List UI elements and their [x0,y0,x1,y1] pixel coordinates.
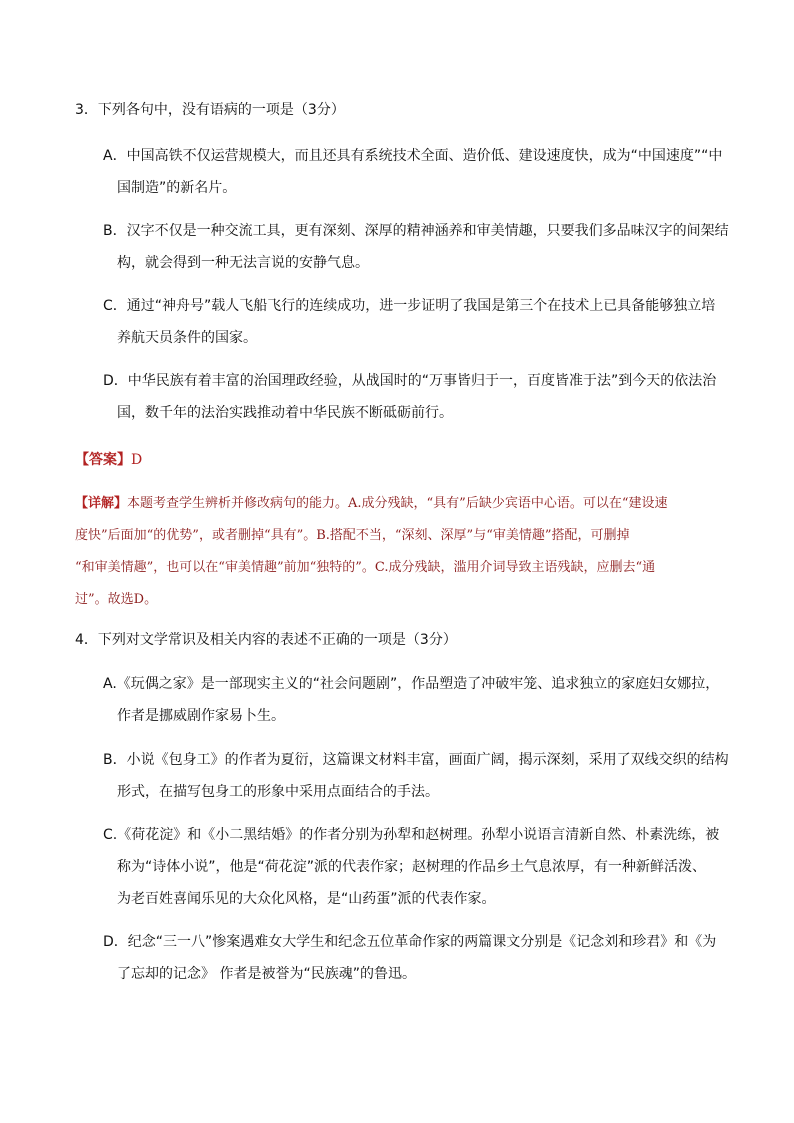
option-line: C.《荷花淀》和《小二黑结婚》的作者分别为孙犁和赵树理。孙犁小说语言清新自然、朴素洗练，被 [103,827,720,843]
question-4-option-c [103,819,723,915]
option-line: D．纪念“三一八”惨案遇难女大学生和纪念五位革命作家的两篇课文分别是《记念刘和珍君》和《为 [103,934,717,950]
question-4-option-b [103,744,729,808]
option-line: 作者是挪威剧作家易卜生。 [117,708,285,724]
option-line: 为老百姓喜闻乐见的大众化风格，是“山药蛋”派的代表作家。 [117,891,496,907]
question-3-option-b [103,215,729,279]
question-4-title: 4．下列对文学常识及相关内容的表述不正确的一项是（3分） [75,632,457,648]
question-3-detail [75,488,725,616]
question-3-answer [75,450,142,470]
option-line: C．通过“神舟号”载人飞船飞行的连续成功，进一步证明了我国是第三个在技术上已具备能够独立培 [103,298,716,314]
option-line: 了忘却的记念》 作者是被誉为“民族魂”的鲁迅。 [117,966,416,982]
option-line: B．小说《包身工》的作者为夏衍，这篇课文材料丰富，画面广阔，揭示深刻，采用了双线交织的结构 [103,752,729,768]
option-line: 形式，在描写包身工的形象中采用点面结合的手法。 [117,784,439,800]
option-line: 养航天员条件的国家。 [117,330,257,346]
question-3-option-c [103,290,723,354]
question-3-option-d [103,365,723,429]
question-3-title: 3．下列各句中，没有语病的一项是（3分） [75,102,345,118]
option-line: 国制造”的新名片。 [117,180,237,196]
question-4-option-a [103,668,723,732]
option-line: A.《玩偶之家》是一部现实主义的“社会问题剧”，作品塑造了冲破牢笼、追求独立的家庭妇女娜拉， [103,676,720,692]
detail-line: “和审美情趣”，也可以在“审美情趣”前加“独特的”。C.成分残缺，滥用介词导致主语残缺，应删去“通 [75,560,656,575]
answer-value: D [131,452,143,468]
option-line: B．汉字不仅是一种交流工具，更有深刻、深厚的精神涵养和审美情趣，只要我们多品味汉字的间架结 [103,223,729,239]
option-line: D．中华民族有着丰富的治国理政经验，从战国时的“万事皆归于一，百度皆准于法”到今天的依法治 [103,373,717,389]
option-line: 构，就会得到一种无法言说的安静气息。 [117,255,369,271]
answer-tag: 【答案】 [75,452,131,468]
option-line: A．中国高铁不仅运营规模大，而且还具有系统技术全面、造价低、建设速度快，成为“中国速度”“中 [103,148,723,164]
question-4-option-d [103,926,723,990]
detail-line: 本题考查学生辨析并修改病句的能力。A.成分残缺，“具有”后缺少宾语中心语。可以在“建设速 [127,496,668,511]
option-line: 称为“诗体小说”，他是“荷花淀”派的代表作家；赵树理的作品乡土气息浓厚，有一种新鲜活泼、 [117,859,707,875]
option-line: 国，数千年的法治实践推动着中华民族不断砥砺前行。 [117,405,453,421]
question-3-option-a [103,140,723,204]
detail-line: 度快”后面加“的优势”，或者删掉“具有”。B.搭配不当，“深刻、深厚”与“审美情趣”搭配，可删掉 [75,528,630,543]
detail-tag: 【详解】 [75,496,128,511]
detail-line: 过”。故选D。 [75,592,158,607]
